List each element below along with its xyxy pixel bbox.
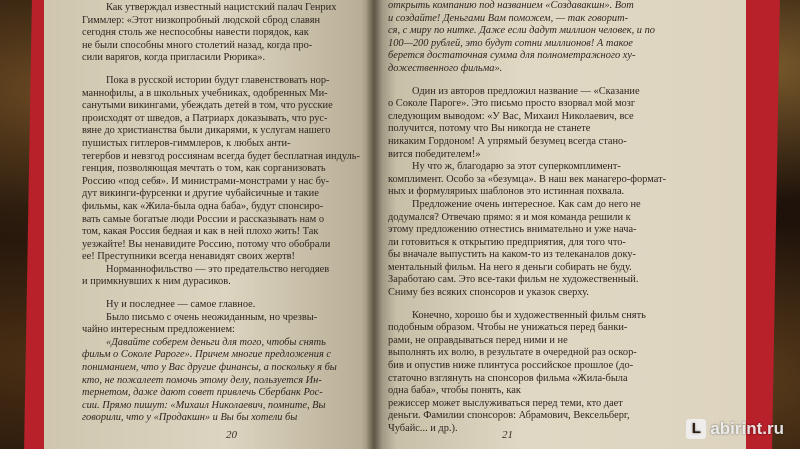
- left-page-line: фильмы, как «Жила-была одна баба», будут спонсиро-: [82, 200, 324, 212]
- right-page-line: следующим выводом: «У Вас, Михаил Николаевич, все: [388, 110, 634, 122]
- right-page-line: бив и опустив ниже плинтуса российское прошлое (до-: [388, 360, 634, 372]
- book-gutter-shadow: [366, 0, 382, 449]
- left-page-line: Гиммлер: «Этот низкопробный людской сброд славян: [82, 14, 321, 26]
- right-page-line: ных и формуляриых шаблонов это истинная похвала.: [388, 186, 625, 198]
- right-page-line: додумался? Отвечаю прямо: я и моя команда решили к: [388, 211, 631, 223]
- left-page-line: Как утверждал известный нацистский палач Генрих: [106, 2, 337, 13]
- left-page-line: вяне до христианства были дикарями, к услугам нашего: [82, 125, 331, 137]
- right-page: [374, 0, 746, 449]
- right-page-number: 21: [502, 429, 513, 441]
- left-page-line: «Давайте соберем деньги для того, чтобы снять: [106, 336, 326, 348]
- left-page-line: Ну и последнее — самое главное.: [106, 299, 256, 311]
- left-page-line: [82, 65, 370, 75]
- right-page-line: Чубайс... и др.).: [388, 423, 458, 434]
- right-page-line: комплимент. Особо за «безумца». В наш век манагеро-формат-: [388, 173, 667, 185]
- left-page-line: и примкнувших к ним дурасиков.: [82, 276, 231, 288]
- labirint-watermark: [686, 419, 784, 439]
- left-page-line: том, какая Россия бедная и как в ней плохо жить! Так: [82, 226, 319, 238]
- right-page-line: никаким Гордоном! А упрямый безумец всегда стано-: [388, 135, 627, 147]
- right-page-line: Сниму без всяких спонсоров и указок сверху.: [388, 287, 589, 299]
- right-page-line: ментальный фильм. На него я деньги собирать не буду.: [388, 261, 632, 273]
- right-page-line: ли готовиться к открытию предприятия, для того что-: [388, 236, 626, 248]
- right-page-line: 100—200 рублей, это будут сотни миллионов! А такое: [388, 37, 633, 49]
- right-page-line: выполнять их волю, в результате в очередной раз оскор-: [388, 347, 637, 359]
- right-page-line: рами, не оправдываться перед ними и не: [388, 334, 568, 346]
- left-page-line: вать самые богатые люди России и рассказывать нам о: [82, 213, 325, 225]
- right-page-line: Заработаю сам. Это все-таки фильм не художественный.: [388, 274, 639, 286]
- left-page-line: чайно интересным предложением:: [82, 324, 235, 336]
- left-page-line: генция, позволяющая мечтать о том, как сорганизовать: [82, 163, 326, 175]
- right-page-line: Предложение очень интересное. Как сам до него не: [412, 198, 641, 210]
- left-page-line: говорили, что у «Продакшн» и Вы бы хотели бы: [82, 412, 298, 424]
- left-page-line: не были способны много столетий назад, когда про-: [82, 39, 313, 51]
- right-page-line: [388, 300, 738, 310]
- right-page-line: бы вначале выпустить на каком-то из телеканалов доку-: [388, 249, 637, 261]
- left-page-line: кто, не пожалеет помочь этому делу, пользуется Ин-: [82, 374, 322, 386]
- right-page-line: Конечно, хорошо бы и художественный фильм снять: [412, 309, 646, 321]
- left-page-line: маннофилы, а в школьных учебниках, одобренных Ми-: [82, 87, 328, 99]
- left-page-line: фильм о Соколе Рароге». Причем многие предложения с: [82, 349, 332, 361]
- right-page-line: режиссер может выслуживаться перед теми, кто дает: [388, 397, 623, 409]
- left-page-line: уезжайте! Вы ненавидите Россию, потому что обобрали: [82, 238, 331, 250]
- left-page-line: сили варягов, когда пригласили Рюрика».: [82, 52, 266, 64]
- right-page-line: деньги. Фамилии спонсоров: Абрамович, Вексельберг,: [388, 410, 630, 422]
- left-page-number: 20: [226, 429, 237, 441]
- left-page-line: пониманием, что у Вас другие финансы, а поскольку я бы: [82, 362, 337, 374]
- right-page-line: о Соколе Пароге». Это письмо просто взорвал мой мозг: [388, 98, 636, 110]
- left-page-line: дут викинги-фурсенки и другие чубайсичные и такие: [82, 188, 319, 200]
- left-page-line: ее! Преступники всегда ненавидят своих жертв!: [82, 251, 296, 263]
- right-page-line: одна баба», чтобы понять, как: [388, 385, 521, 397]
- right-page-line: этому предложению отнестись внимательно и уже нача-: [388, 224, 637, 236]
- left-page-line: Было письмо с очень неожиданным, но чрезвы-: [106, 311, 318, 323]
- left-page: [44, 0, 374, 449]
- right-page-text: [388, 0, 738, 436]
- right-page-line: подобным образом. Чтобы не унижаться перед банки-: [388, 322, 628, 334]
- right-page-line: статочно взглянуть на спонсоров фильма «Жила-была: [388, 372, 628, 384]
- labirint-logo-icon: L: [686, 419, 706, 439]
- right-page-line: дожественного фильма».: [388, 62, 503, 74]
- right-page-line: и создайте! Деньгами Вам поможем, — так говорит-: [388, 12, 629, 24]
- left-page-line: Норманнофильство — это предательство негодяев: [106, 263, 330, 275]
- left-page-line: Россию «под себя». И министрами-монстрами у нас бу-: [82, 175, 330, 187]
- left-page-line: сегодня столь же неспособны навести порядок, как: [82, 27, 309, 39]
- right-page-line: получится, потому что Вы никогда не станете: [388, 123, 591, 135]
- left-page-line: происходят от шведов, а Патриарх доказывать, что рус-: [82, 112, 328, 124]
- right-page-line: берется достаточная сумма для полнометражного ху-: [388, 50, 636, 62]
- left-page-text: [82, 2, 370, 425]
- right-page-line: Один из авторов предложил название — «Сказание: [412, 85, 640, 97]
- left-page-line: сии. Прямо пишут: «Михаил Николаевич, помните, Вы: [82, 399, 326, 411]
- right-page-line: Ну что ж, благодарю за этот суперкомплимент-: [412, 161, 621, 173]
- left-page-line: тернетом, даже дают совет привлечь Сбербанк Рос-: [82, 387, 323, 399]
- left-page-line: Пока в русской истории будут главенствовать нор-: [106, 74, 330, 86]
- left-page-line: пушистых гитлеров-гиммлеров, к любых анти-: [82, 137, 291, 149]
- watermark-text: abirint.ru: [710, 419, 784, 438]
- left-page-line: [82, 289, 370, 299]
- right-page-line: [388, 76, 738, 86]
- left-page-line: тегербов и невзгод россиянам всегда будет бесплатная индуль-: [82, 150, 360, 162]
- right-page-line: вится победителем!»: [388, 148, 481, 160]
- right-page-line: ся, с миру по нитке. Даже если дадут миллион человек, и по: [388, 25, 655, 37]
- right-page-line: открыть компанию под названием «Создавакшн». Вот: [388, 0, 634, 11]
- left-page-line: санутыми викингами, убеждать детей в том, что русские: [82, 100, 333, 112]
